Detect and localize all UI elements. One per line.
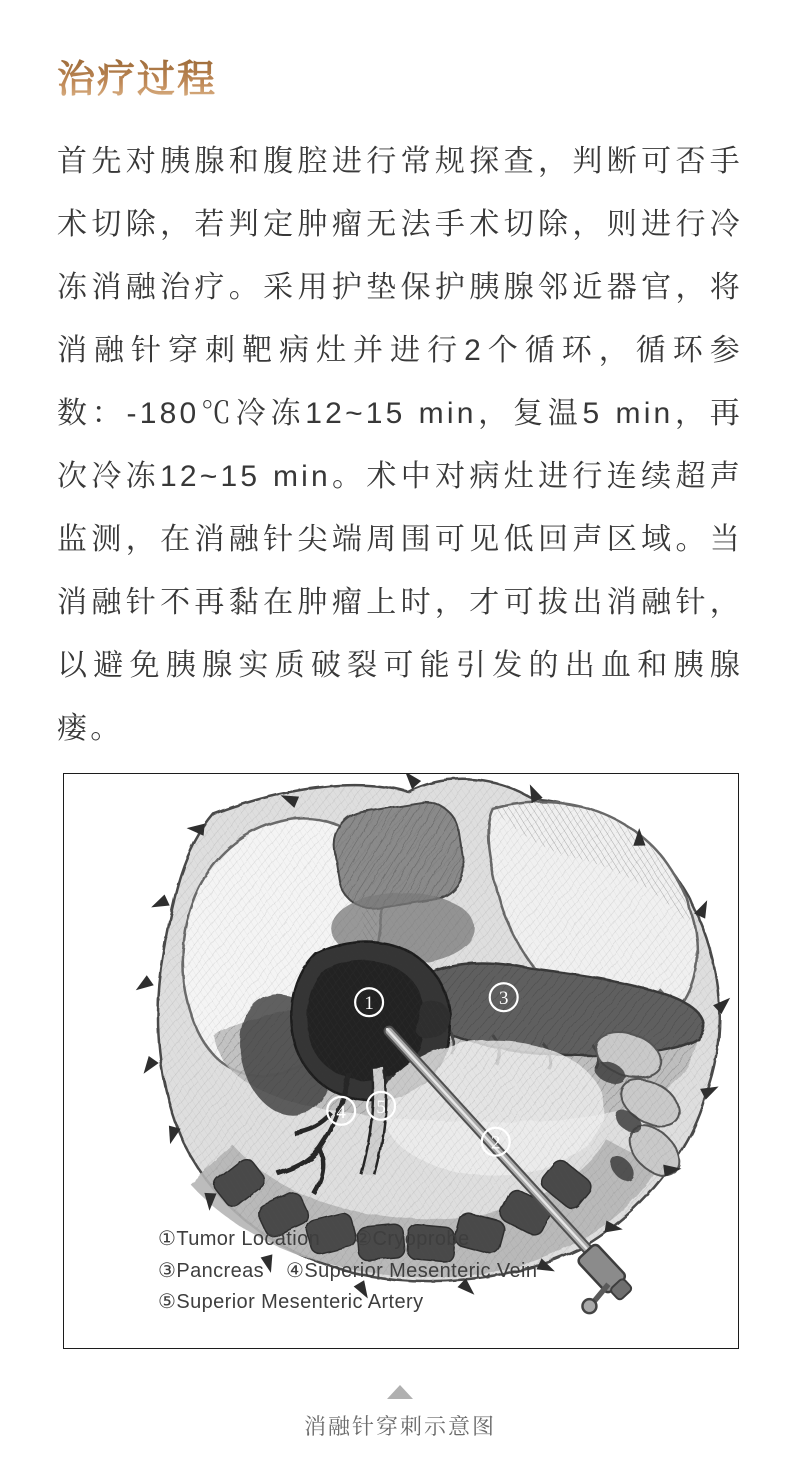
svg-text:1: 1	[364, 993, 374, 1015]
legend-item-superior-mesenteric-vein: ④Superior Mesenteric Vein	[286, 1259, 538, 1282]
section-title: 治疗过程	[57, 59, 218, 102]
legend-row	[158, 1287, 537, 1319]
figure-legend	[158, 1224, 537, 1319]
legend-row	[158, 1224, 537, 1256]
legend-item-pancreas: ③Pancreas	[158, 1259, 265, 1282]
legend-item-superior-mesenteric-artery: ⑤Superior Mesenteric Artery	[158, 1291, 424, 1313]
legend-row	[158, 1256, 537, 1288]
svg-text:4: 4	[336, 1101, 346, 1123]
figure-caption: 消融针穿刺示意图	[303, 1414, 496, 1439]
svg-text:2: 2	[490, 1132, 501, 1154]
article-paragraph: 首先对胰腺和腹腔进行常规探查，判断可否手术切除，若判定肿瘤无法手术切除，则进行冷冻消融治疗。采用护垫保护胰腺邻近器官，将消融针穿刺靶病灶并进行2个循环，循环参数：-180℃冷冻12~15 min，复温5 min，再次冷冻12~15 min。术中对病灶进行连续超声监测，在消融针尖端周围可见低回声区域。当消融针不再黏在肿瘤上时，才可拔出消融针，以避免胰腺实质破裂可能引发的出血和胰腺瘘。	[57, 145, 743, 745]
svg-text:5: 5	[376, 1096, 386, 1118]
svg-text:3: 3	[498, 988, 509, 1010]
legend-item-tumor-location: ①Tumor Location	[158, 1228, 321, 1250]
legend-item-cryoprobe: ②Cryoprobe	[354, 1228, 470, 1250]
figure-frame	[63, 773, 739, 1349]
up-triangle-icon	[387, 1385, 413, 1399]
